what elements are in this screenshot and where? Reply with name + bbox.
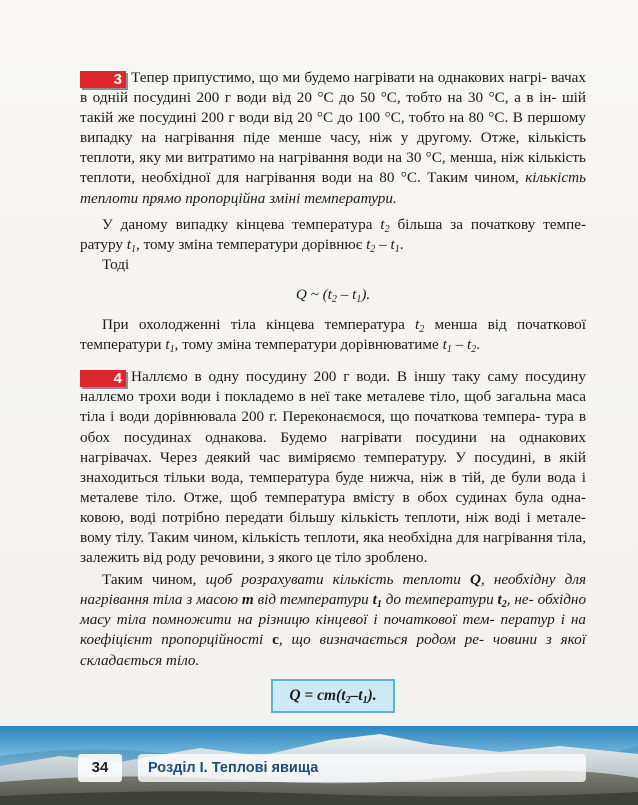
delta-t-expression: $t_2 - t_1$	[366, 235, 400, 255]
concl-start: Таким чином,	[102, 571, 197, 589]
s3-line-5: кількість теплоти, яку ми витратимо на нагрівання води на 30 °С, менша,	[80, 129, 587, 167]
spacer	[80, 355, 586, 367]
chapter-title: Розділ І. Теплові явища	[138, 754, 586, 782]
concl-i4: від температури	[257, 591, 369, 609]
t2-symbol: $t_2$	[380, 215, 390, 235]
s4-line-2: наллємо трохи води і покладемо в неї таке металеве тіло, щоб загальна	[80, 388, 552, 406]
s3-line-3: шій такій же посудині 200 г води від 20 °С до 100 °С, тобто на 80 °С. В	[80, 89, 587, 127]
concl-i3: нагрівання тіла з масою	[80, 591, 239, 609]
s3-line-4: першому випадку на нагрівання піде менше часу, ніж у другому. Отже,	[80, 109, 586, 147]
delta-t-cooling: $t_1 - t_2$	[442, 336, 477, 356]
concl-i1: щоб розрахувати кількість теплоти	[205, 571, 461, 589]
s4-line-3: маса тіла і води дорівнювала 200 г. Переконаємося, що початкова темпера-	[80, 388, 586, 426]
section-4-marker: 4	[80, 370, 126, 387]
ft-text-3: ратуру	[80, 235, 123, 253]
ft-text-4: , тому зміна температури дорівнює	[136, 235, 363, 253]
symbol-t2: $t_2$	[497, 591, 507, 611]
ft-dot: .	[399, 235, 404, 253]
page-number: 34	[78, 754, 122, 782]
cool-text-3: температури	[80, 336, 162, 354]
cool-text-4: , тому зміна температури дорівнюватиме	[174, 336, 439, 354]
final-temperature-paragraph	[80, 215, 586, 255]
s4-line-4: тура в обох посудинах однакова. Будемо нагрівати посудини на однакових	[80, 408, 586, 446]
section-3-paragraph	[80, 68, 586, 209]
concl-i5: до температури	[385, 591, 494, 609]
s3-line-2: вачах в одній посудині 200 г води від 20 °С до 50 °С, тобто на 30 °С, а в ін-	[80, 69, 587, 107]
page-content	[80, 68, 586, 713]
conclusion-paragraph	[80, 570, 586, 670]
cool-dot: .	[476, 336, 481, 354]
cool-text-1: При охолодженні тіла кінцева температура	[102, 316, 405, 334]
t2-symbol-cool: $t_2$	[415, 316, 425, 336]
ft-text-1: У даному випадку кінцева температура	[102, 215, 373, 233]
heat-formula-box: $Q = cm(t_2-t_1)$.	[271, 679, 395, 713]
symbol-Q: Q	[469, 571, 481, 589]
section-3-marker: 3	[80, 71, 126, 88]
s4-line-5: нагрівачах. Через деякий час виміряємо температуру. У посудині, в якій	[80, 448, 586, 466]
s3-line-6: ніж кількість теплоти, необхідної для нагрівання води на 80 °С. Таким	[80, 149, 586, 187]
s3-line-7-start: чином,	[474, 169, 519, 187]
concl-i6: , не-	[506, 591, 534, 609]
s3-line-1: Тепер припустимо, що ми будемо нагрівати на однакових нагрі-	[131, 69, 547, 86]
s4-line-7: і металеве тіло. Отже, щоб температура вмісту в обох судинах була одна-	[80, 468, 586, 506]
t1-symbol-cool: $t_1$	[165, 336, 175, 356]
symbol-m: m	[241, 591, 254, 609]
cool-text-2: менша від початкової	[434, 316, 586, 334]
concl-i9: , що визначається родом ре-	[278, 631, 485, 649]
concl-i2: , необхідну для	[480, 571, 587, 589]
concl-i8: ператур і на коефіцієнт пропорційності	[80, 611, 587, 649]
concl-i7: обхідно масу тіла помножити на різницю кінцевої і початкової тем-	[80, 591, 587, 629]
s4-line-10: тіла, залежить від роду речовини, з якого це тіло зроблено.	[80, 528, 587, 567]
symbol-c: c	[272, 631, 279, 649]
t1-symbol: $t_1$	[126, 235, 136, 255]
concl-i10: човини з якої складається тіло.	[80, 631, 586, 669]
s4-line-9: вому тілу. Таким чином, кількість теплоти, яка необхідна для нагрівання	[80, 528, 553, 546]
cooling-paragraph	[80, 315, 586, 355]
s4-line-8: ковою, воді потрібно передати більшу кількість теплоти, ніж воді і метале-	[80, 508, 586, 526]
s4-line-1: Наллємо в одну посудину 200 г води. В іншу таку саму посудину	[131, 368, 586, 386]
ft-text-2: більша за початкову темпе-	[397, 215, 587, 233]
s3-proportional-statement: кількість теплоти прямо пропорційна зміні температури.	[80, 169, 587, 207]
formula-proportional: Q ~ $(t_2 - t_1)$.	[295, 285, 371, 305]
then-word: Тоді	[102, 255, 130, 273]
symbol-t1: $t_1$	[372, 591, 382, 611]
section-4-paragraph	[80, 367, 586, 568]
s4-line-6: знаходиться тільки вода, температура буде нижча, ніж в тій, де були вода	[80, 468, 576, 486]
